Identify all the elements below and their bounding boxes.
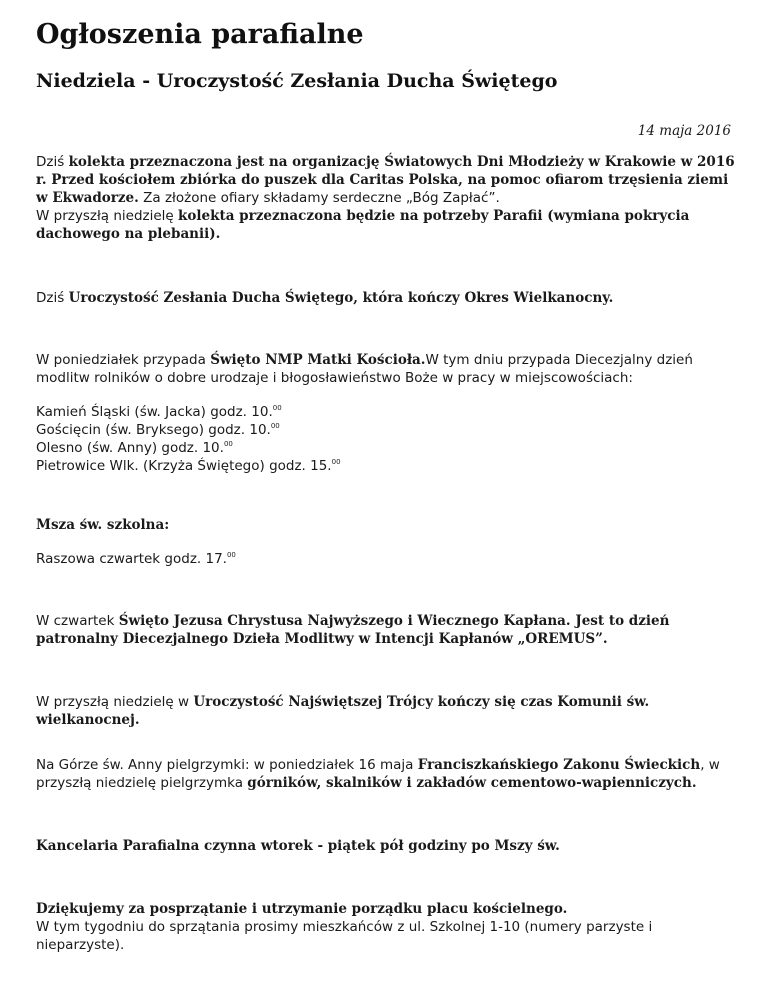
announcement-pilgrimages — [36, 756, 736, 792]
bold-text: Kancelaria Parafialna czynna wtorek - piątek pół godziny po Mszy św. — [36, 838, 560, 854]
place-item: Kamień Śląski (św. Jacka) godz. 10.00 — [36, 404, 282, 420]
bold-text: kolekta przeznaczona jest na organizację Światowych Dni Młodzieży w Krakowie w 2016 r. Przed kościołem zbiórka do puszek dla Caritas Polska, na pomoc ofiarom trzęsienia ziemi w Ekwadorze. — [36, 154, 735, 206]
announcement-trinity — [36, 693, 736, 729]
bold-text: Święto Jezusa Chrystusa Najwyższego i Wiecznego Kapłana. Jest to dzień patronalny Diecezjalnego Dzieła Modlitwy w Intencji Kapłanów „OREMUS”. — [36, 613, 670, 647]
text: , w przyszłą niedzielę pielgrzymka — [36, 757, 720, 791]
text: W tym tygodniu do sprzątania prosimy mieszkańców z ul. Szkolnej 1-10 (numery parzyste i nieparzyste). — [36, 919, 653, 953]
announcement-mary-feast — [36, 351, 736, 475]
announcement-school-mass — [36, 516, 736, 568]
text: W przyszłą niedzielę — [36, 208, 179, 224]
text: Dziś — [36, 290, 69, 306]
text: W czwartek — [36, 613, 119, 629]
announcement-date: 14 maja 2016 — [637, 123, 731, 139]
text: W poniedziałek przypada — [36, 352, 211, 368]
page-subtitle: Niedziela - Uroczystość Zesłania Ducha Świętego — [36, 70, 558, 92]
text: Raszowa czwartek godz. 17.00 — [36, 551, 236, 567]
text: W przyszłą niedzielę w — [36, 694, 194, 710]
bold-text: Msza św. szkolna: — [36, 517, 170, 533]
bold-text: Uroczystość Najświętszej Trójcy kończy się czas Komunii św. wielkanocnej. — [36, 694, 650, 728]
bold-text: kolekta przeznaczona będzie na potrzeby Parafii (wymiana pokrycia dachowego na plebanii). — [36, 208, 690, 242]
place-item: Olesno (św. Anny) godz. 10.00 — [36, 440, 233, 456]
bold-text: Dziękujemy za posprzątanie i utrzymanie porządku placu kościelnego. — [36, 901, 568, 917]
announcement-cleaning — [36, 900, 736, 954]
announcement-priest-feast — [36, 612, 736, 648]
announcement-pentecost — [36, 289, 736, 307]
announcement-collection — [36, 153, 736, 243]
bold-text: Święto NMP Matki Kościoła. — [210, 352, 426, 368]
place-item: Pietrowice Wlk. (Krzyża Świętego) godz. 15.00 — [36, 458, 341, 474]
bold-text: Franciszkańskiego Zakonu Świeckich — [417, 757, 701, 773]
text: Za złożone ofiary składamy serdeczne „Bóg Zapłać”. — [138, 190, 500, 206]
bold-text: Uroczystość Zesłania Ducha Świętego, która kończy Okres Wielkanocny. — [68, 290, 614, 306]
text: Dziś — [36, 154, 69, 170]
place-item: Gościęcin (św. Bryksego) godz. 10.00 — [36, 422, 280, 438]
bold-text: górników, skalników i zakładów cementowo-wapienniczych. — [247, 775, 697, 791]
announcement-office-hours — [36, 837, 736, 855]
text: Na Górze św. Anny pielgrzymki: w poniedziałek 16 maja — [36, 757, 418, 773]
text: W tym dniu przypada Diecezjalny dzień modlitw rolników o dobre urodzaje i błogosławieństwo Boże w pracy w miejscowościach: — [36, 352, 693, 386]
page-title: Ogłoszenia parafialne — [36, 19, 364, 50]
